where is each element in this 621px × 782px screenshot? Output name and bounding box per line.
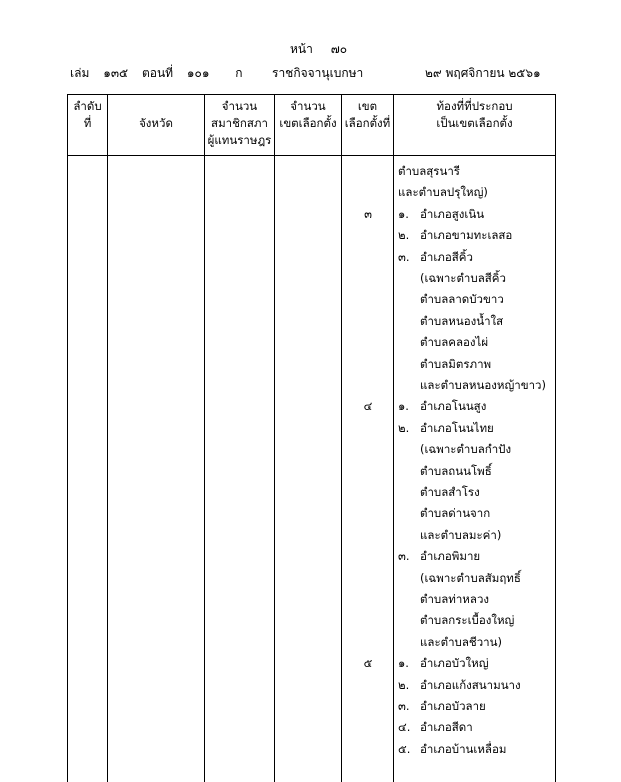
col-divider	[555, 95, 556, 782]
locality-row	[420, 525, 501, 546]
volume-info	[70, 66, 243, 80]
locality-text: อำเภอพิมาย	[420, 549, 481, 564]
district-number: ๓	[364, 206, 372, 221]
locality-row	[398, 717, 473, 738]
locality-row	[398, 182, 488, 203]
locality-text: ตำบลสำโรง	[420, 485, 480, 499]
page-label: หน้า	[290, 42, 313, 56]
locality-row	[398, 418, 494, 439]
locality-text: อำเภอสูงเนิน	[420, 206, 485, 221]
locality-number: ๑.	[398, 206, 409, 221]
locality-row	[398, 396, 486, 417]
locality-row	[420, 311, 503, 332]
volume-number: ๑๓๕	[103, 66, 129, 80]
header-order	[68, 98, 107, 132]
district-number: ๕	[363, 656, 373, 671]
header-localities-line1: ท้องที่ที่ประกอบ	[436, 99, 513, 113]
locality-row	[420, 503, 490, 524]
locality-row	[398, 696, 486, 717]
locality-row	[420, 568, 521, 589]
header-districts-count-line1: จำนวน	[290, 99, 326, 113]
locality-row	[398, 546, 480, 567]
locality-text: อำเภอบัวลาย	[420, 699, 486, 713]
locality-row	[420, 589, 489, 610]
locality-text: ตำบลหนองน้ำใส	[420, 313, 504, 328]
header-province	[108, 115, 204, 132]
locality-text: และตำบลชีวาน)	[420, 634, 502, 649]
header-members-line2: สมาชิกสภา	[211, 116, 268, 130]
locality-row	[398, 225, 512, 246]
locality-row	[420, 461, 492, 482]
col-divider	[393, 95, 394, 782]
header-districts-count-line2: เขตเลือกตั้ง	[279, 116, 337, 130]
locality-text: อำเภอโนนไทย	[420, 420, 494, 435]
header-members-line3: ผู้แทนราษฎร	[207, 133, 272, 147]
locality-row	[420, 439, 511, 460]
locality-row	[420, 482, 480, 503]
locality-row	[398, 653, 489, 674]
locality-text: อำเภอสีดา	[420, 720, 473, 735]
locality-row	[398, 675, 521, 696]
header-localities	[394, 98, 555, 132]
locality-number: ๒.	[398, 677, 410, 692]
locality-text: ตำบลสุรนารี	[398, 164, 460, 178]
locality-text: อำเภอขามทะเลสอ	[420, 228, 513, 243]
locality-row	[420, 332, 488, 353]
locality-text: ตำบลมิตรภาพ	[420, 356, 492, 371]
locality-row	[398, 204, 484, 225]
locality-number: ๑.	[398, 656, 409, 671]
header-members	[205, 98, 274, 149]
issue-label: ตอนที่	[141, 66, 174, 80]
locality-number: ๓.	[398, 699, 410, 713]
locality-number: ๓.	[398, 549, 410, 564]
col-divider	[107, 95, 108, 782]
section-letter: ก	[235, 66, 243, 80]
header-order-line1: ลำดับ	[73, 99, 102, 113]
issue-number: ๑๐๑	[186, 66, 210, 80]
col-divider	[204, 95, 205, 782]
col-divider	[274, 95, 275, 782]
header-divider	[68, 155, 556, 156]
locality-row	[398, 739, 506, 760]
locality-text: ตำบลกระเบื้องใหญ่	[420, 613, 515, 628]
locality-number: ๕.	[398, 741, 411, 756]
locality-text: ตำบลลาดบัวขาว	[420, 292, 504, 307]
locality-text: ตำบลถนนโพธิ์	[420, 463, 492, 478]
header-province-text: จังหวัด	[139, 116, 173, 130]
locality-text: และตำบลหนองหญ้าขาว)	[420, 378, 546, 392]
volume-label: เล่ม	[70, 66, 90, 80]
header-districts-count	[275, 98, 341, 132]
header-district-line2: เลือกตั้งที่	[344, 116, 391, 130]
locality-row	[420, 354, 491, 375]
header-members-line1: จำนวน	[221, 99, 258, 113]
locality-text: อำเภอแก้งสนามนาง	[420, 677, 521, 692]
locality-row	[398, 161, 460, 182]
locality-row	[420, 610, 514, 631]
locality-text: และตำบลปรุใหญ่)	[398, 185, 488, 200]
locality-text: อำเภอสีคิ้ว	[420, 249, 473, 264]
header-district	[342, 98, 393, 132]
locality-text: อำเภอบัวใหญ่	[420, 656, 489, 671]
locality-text: (เฉพาะตำบลสัมฤทธิ์	[420, 570, 521, 585]
locality-row	[420, 632, 502, 653]
locality-row	[420, 289, 504, 310]
page-number-line	[290, 42, 347, 56]
locality-number: ๓.	[398, 249, 410, 264]
page-number: ๗๐	[330, 42, 348, 56]
publication-date: ๒๙ พฤศจิกายน ๒๕๖๑	[425, 66, 541, 80]
locality-number: ๒.	[398, 420, 410, 435]
districts-table	[67, 94, 556, 782]
locality-number: ๔.	[398, 720, 411, 735]
col-divider	[341, 95, 342, 782]
locality-text: (เฉพาะตำบลกำปัง	[420, 442, 512, 457]
district-number: ๔	[363, 399, 373, 414]
locality-text: และตำบลมะค่า)	[420, 527, 502, 542]
header-localities-line2: เป็นเขตเลือกตั้ง	[436, 116, 513, 130]
locality-text: อำเภอบ้านเหลื่อม	[420, 741, 507, 756]
publication-name: ราชกิจจานุเบกษา	[272, 66, 364, 80]
locality-row	[398, 247, 473, 268]
locality-number: ๑.	[398, 399, 409, 414]
header-order-line2: ที่	[83, 116, 92, 130]
locality-text: (เฉพาะตำบลสีคิ้ว	[420, 271, 506, 285]
header-district-line1: เขต	[357, 99, 378, 113]
locality-row	[420, 268, 506, 289]
locality-text: อำเภอโนนสูง	[420, 399, 487, 414]
locality-text: ตำบลคลองไผ่	[420, 335, 489, 350]
locality-text: ตำบลด่านจาก	[420, 506, 491, 521]
locality-text: ตำบลท่าหลวง	[420, 592, 490, 606]
locality-row	[420, 375, 546, 396]
locality-number: ๒.	[398, 228, 410, 243]
